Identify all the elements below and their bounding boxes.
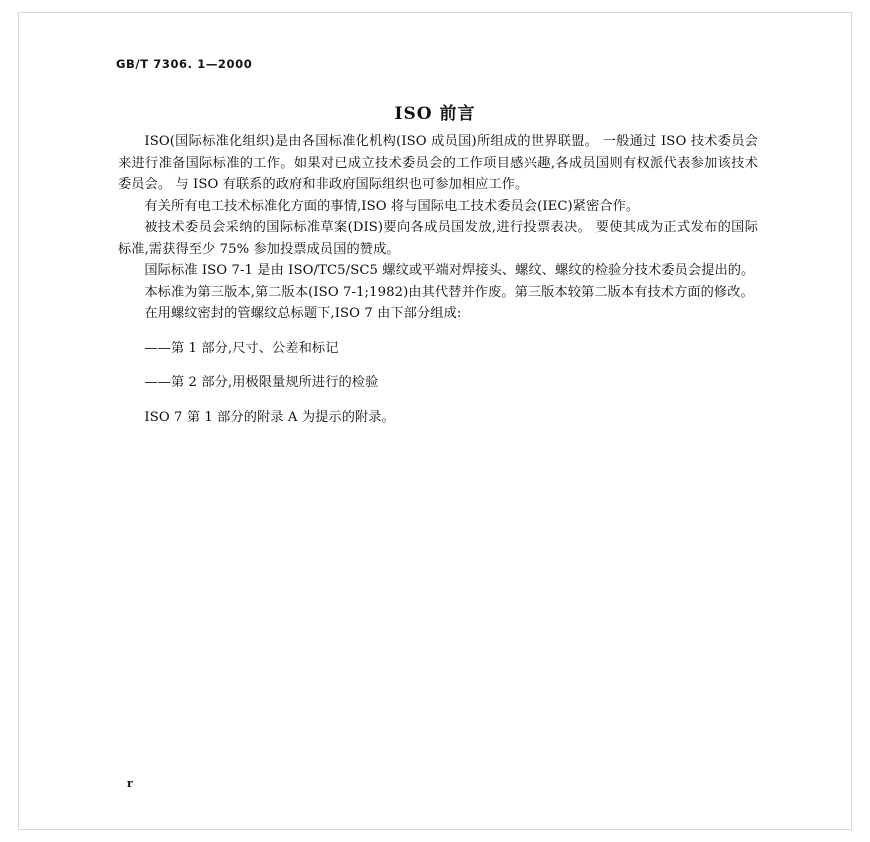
paragraph: 有关所有电工技术标准化方面的事情,ISO 将与国际电工技术委员会(IEC)紧密合作。	[144, 198, 640, 214]
paragraph: 国际标准 ISO 7-1 是由 ISO/TC5/SC5 螺纹或平端对焊接头、螺纹、螺纹的检验分技术委员会提出的。	[144, 263, 755, 278]
standard-number-header: GB/T 7306. 1—2000	[116, 57, 253, 71]
paragraph: ISO(国际标准化组织)是由各国标准化机构(ISO 成员国)所组成的世界联盟。 一般通过 ISO 技术委员会来进行准备国际标准的工作。如果对已成立技术委员会的工作项目感兴趣,各成员国则有权派代表参加该技术委员会。 与 ISO 有联系的政府和非政府国际组织也可参加相应工作。	[118, 134, 758, 192]
paragraph: 在用螺纹密封的管螺纹总标题下,ISO 7 由下部分组成:	[144, 306, 462, 321]
page-title: ISO 前言	[394, 104, 476, 124]
list-item: ——第 1 部分,尺寸、公差和标记	[144, 340, 339, 356]
list-item: ——第 2 部分,用极限量规所进行的检验	[144, 375, 379, 391]
paragraph: 本标准为第三版本,第二版本(ISO 7-1;1982)由其代替并作废。第三版本较第二版本有技术方面的修改。	[144, 284, 754, 300]
footer-mark: r	[127, 777, 133, 790]
paragraph: 被技术委员会采纳的国际标准草案(DIS)要向各成员国发放,进行投票表决。 要使其成为正式发布的国际标准,需获得至少 75% 参加投票成员国的赞成。	[118, 220, 758, 257]
body-text	[118, 131, 758, 442]
closing-note: ISO 7 第 1 部分的附录 A 为提示的附录。	[144, 410, 395, 426]
